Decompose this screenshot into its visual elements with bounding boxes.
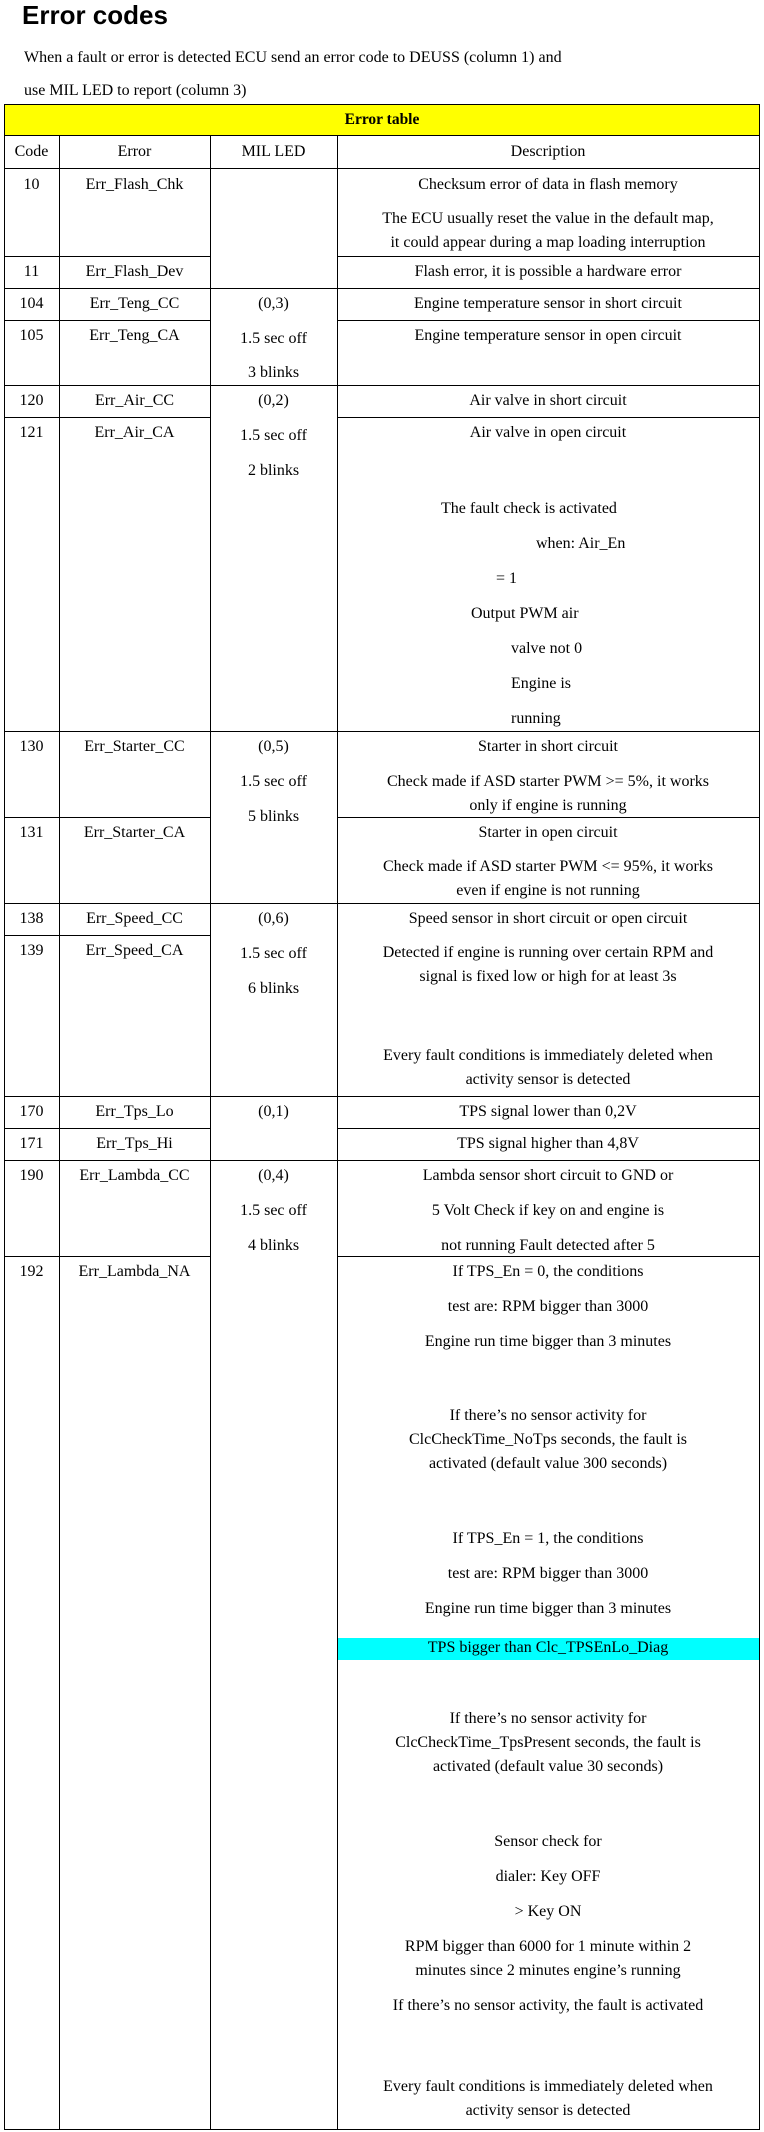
code-cell: 171: [19, 1135, 44, 1152]
mil-cell: 1.5 sec off: [240, 945, 307, 962]
error-cell: Err_Speed_CC: [86, 910, 183, 927]
description-cell: Output PWM air: [471, 605, 579, 622]
description-cell: test are: RPM bigger than 3000: [447, 1565, 649, 1582]
row-line: [4, 817, 210, 818]
description-cell: 5 Volt Check if key on and engine is: [431, 1202, 665, 1219]
row-line: [4, 417, 210, 418]
description-cell: Engine run time bigger than 3 minutes: [424, 1333, 672, 1350]
header-description: Description: [510, 143, 586, 160]
description-cell: activated (default value 30 seconds): [432, 1758, 664, 1775]
description-cell: Air valve in open circuit: [469, 424, 627, 441]
code-cell: 121: [19, 424, 44, 441]
mil-cell: 1.5 sec off: [240, 1202, 307, 1219]
code-cell: 105: [19, 327, 44, 344]
header-error: Error: [117, 143, 152, 160]
mil-cell: 4 blinks: [247, 1237, 300, 1254]
code-cell: 104: [19, 295, 44, 312]
error-cell: Err_Tps_Lo: [95, 1103, 174, 1120]
description-cell: ClcCheckTime_TpsPresent seconds, the fault is: [395, 1734, 701, 1751]
description-cell: Check made if ASD starter PWM <= 95%, it works: [383, 858, 713, 875]
code-cell: 170: [19, 1103, 44, 1120]
description-cell: Detected if engine is running over certain RPM and: [382, 944, 714, 961]
error-cell: Err_Teng_CA: [89, 327, 180, 344]
description-cell: Starter in short circuit: [478, 738, 618, 755]
error-cell: Err_Lambda_CC: [79, 1167, 190, 1184]
mil-cell: (0,1): [258, 1103, 289, 1120]
table-title: Error table: [4, 104, 760, 136]
error-cell: Err_Flash_Chk: [85, 176, 184, 193]
error-cell: Err_Flash_Dev: [85, 263, 184, 280]
description-cell: RPM bigger than 6000 for 1 minute within 2: [404, 1938, 692, 1955]
row-line: [337, 417, 760, 418]
intro-line-2: use MIL LED to report (column 3): [24, 82, 247, 99]
description-cell: TPS signal higher than 4,8V: [457, 1135, 639, 1152]
row-line: [4, 320, 210, 321]
error-cell: Err_Tps_Hi: [96, 1135, 173, 1152]
row-line: [4, 168, 760, 169]
code-cell: 192: [19, 1263, 44, 1280]
error-cell: Err_Starter_CC: [84, 738, 185, 755]
description-cell: valve not 0: [511, 640, 583, 657]
row-line: [4, 1096, 760, 1097]
description-cell: Checksum error of data in flash memory: [418, 176, 678, 193]
page-title: Error codes: [22, 0, 168, 30]
description-cell: it could appear during a map loading interruption: [390, 234, 706, 251]
description-cell: = 1: [496, 570, 518, 587]
code-cell: 130: [19, 738, 44, 755]
description-cell: If TPS_En = 0, the conditions: [452, 1263, 644, 1280]
code-cell: 190: [19, 1167, 44, 1184]
mil-cell: 1.5 sec off: [240, 330, 307, 347]
row-line: [4, 256, 210, 257]
description-cell: If there’s no sensor activity, the fault is activated: [392, 1997, 704, 2014]
description-cell: Starter in open circuit: [478, 824, 618, 841]
description-cell: The ECU usually reset the value in the default map,: [382, 210, 714, 227]
mil-cell: (0,2): [258, 392, 289, 409]
description-cell: The fault check is activated: [441, 500, 617, 517]
mil-cell: (0,3): [258, 295, 289, 312]
row-line: [4, 935, 210, 936]
description-cell: Engine run time bigger than 3 minutes: [424, 1600, 672, 1617]
description-cell: Sensor check for: [494, 1833, 602, 1850]
error-cell: Err_Lambda_NA: [78, 1263, 191, 1280]
code-cell: 11: [23, 263, 40, 280]
description-cell: Every fault conditions is immediately deleted when: [383, 2078, 713, 2095]
description-cell: Engine temperature sensor in short circuit: [414, 295, 682, 312]
error-cell: Err_Speed_CA: [85, 942, 184, 959]
intro-line-1: When a fault or error is detected ECU send an error code to DEUSS (column 1) and: [24, 49, 562, 66]
description-cell-highlighted: TPS bigger than Clc_TPSEnLo_Diag: [427, 1639, 669, 1656]
description-cell: Engine is: [511, 675, 571, 692]
description-cell: running: [511, 710, 561, 727]
description-cell: Air valve in short circuit: [469, 392, 627, 409]
mil-cell: (0,4): [258, 1167, 289, 1184]
mil-cell: 6 blinks: [247, 980, 300, 997]
description-cell: signal is fixed low or high for at least 3s: [419, 968, 677, 985]
description-cell: even if engine is not running: [456, 882, 640, 899]
error-cell: Err_Teng_CC: [89, 295, 180, 312]
description-cell: not running Fault detected after 5: [441, 1237, 655, 1254]
table-border-bottom: [4, 2129, 760, 2130]
description-cell: activity sensor is detected: [465, 1071, 631, 1088]
description-cell: Check made if ASD starter PWM >= 5%, it works: [387, 773, 709, 790]
code-cell: 131: [19, 824, 44, 841]
description-cell: Engine temperature sensor in open circuit: [414, 327, 682, 344]
description-cell: If there’s no sensor activity for: [449, 1710, 647, 1727]
mil-cell: (0,6): [258, 910, 289, 927]
description-cell: Lambda sensor short circuit to GND or: [422, 1167, 674, 1184]
mil-cell: 3 blinks: [247, 364, 300, 381]
error-cell: Err_Air_CC: [94, 392, 175, 409]
mil-cell: 1.5 sec off: [240, 773, 307, 790]
row-line: [337, 256, 760, 257]
description-cell: minutes since 2 minutes engine’s running: [415, 1962, 681, 1979]
header-mil-led: MIL LED: [241, 143, 306, 160]
mil-cell: 5 blinks: [247, 808, 300, 825]
code-cell: 10: [23, 176, 40, 193]
description-cell: Speed sensor in short circuit or open circuit: [408, 910, 688, 927]
description-cell: Every fault conditions is immediately deleted when: [383, 1047, 713, 1064]
description-cell: test are: RPM bigger than 3000: [447, 1298, 649, 1315]
row-line: [4, 1256, 210, 1257]
row-line: [337, 1256, 760, 1257]
row-line: [337, 817, 760, 818]
error-cell: Err_Starter_CA: [83, 824, 186, 841]
code-cell: 120: [19, 392, 44, 409]
description-cell: activity sensor is detected: [465, 2102, 631, 2119]
description-cell: If TPS_En = 1, the conditions: [452, 1530, 644, 1547]
mil-cell: 2 blinks: [247, 462, 300, 479]
row-line: [4, 385, 760, 386]
row-line: [4, 1160, 760, 1161]
code-cell: 138: [19, 910, 44, 927]
description-cell: ClcCheckTime_NoTps seconds, the fault is: [408, 1431, 688, 1448]
row-line: [4, 731, 760, 732]
row-line: [337, 320, 760, 321]
description-cell: > Key ON: [514, 1903, 582, 1920]
description-cell: when: Air_En: [536, 535, 626, 552]
mil-cell: 1.5 sec off: [240, 427, 307, 444]
description-cell: activated (default value 300 seconds): [428, 1455, 668, 1472]
row-line: [4, 903, 760, 904]
row-line: [337, 1128, 760, 1129]
code-cell: 139: [19, 942, 44, 959]
description-cell: If there’s no sensor activity for: [449, 1407, 647, 1424]
row-line: [4, 1128, 210, 1129]
error-cell: Err_Air_CA: [94, 424, 175, 441]
table-border-right: [759, 136, 760, 2130]
header-code: Code: [14, 143, 49, 160]
row-line: [4, 288, 760, 289]
description-cell: dialer: Key OFF: [495, 1868, 601, 1885]
mil-cell: (0,5): [258, 738, 289, 755]
description-cell: TPS signal lower than 0,2V: [459, 1103, 637, 1120]
description-cell: only if engine is running: [469, 797, 627, 814]
description-cell: Flash error, it is possible a hardware error: [414, 263, 682, 280]
